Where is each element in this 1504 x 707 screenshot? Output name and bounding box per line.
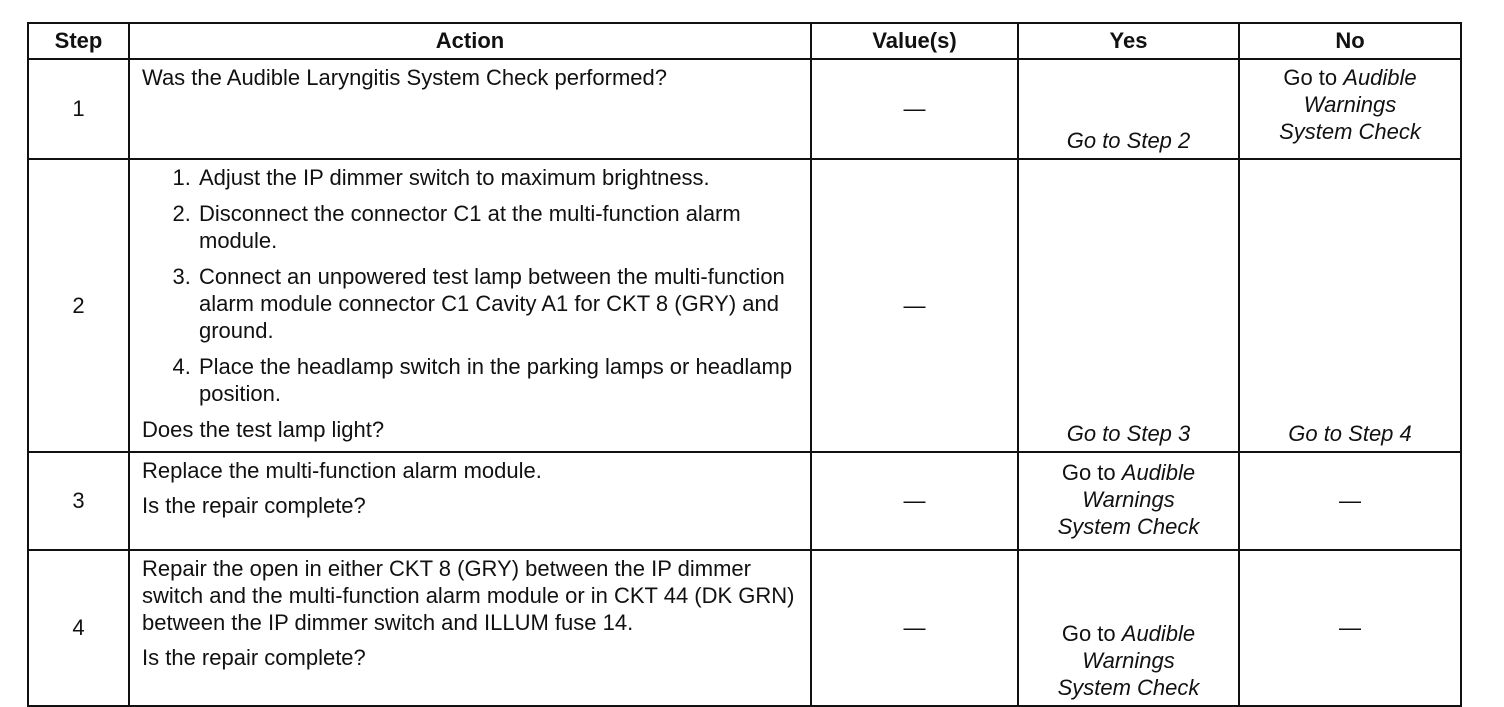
step-number: 3	[28, 452, 129, 550]
header-no: No	[1239, 23, 1461, 59]
table-header	[28, 23, 1461, 59]
substep-item: 4. Place the headlamp switch in the parking lamps or headlamp position.	[197, 353, 800, 407]
yes-cell[interactable]	[1018, 452, 1239, 550]
yes-goto-link-line2[interactable]: Warnings	[1082, 486, 1175, 512]
action-question: Is the repair complete?	[142, 493, 366, 518]
table-row-step-2	[28, 159, 1461, 452]
value-cell: —	[811, 59, 1018, 159]
yes-goto-prefix: Go to	[1061, 459, 1116, 485]
action-cell	[129, 59, 811, 159]
diagnostic-table	[27, 22, 1462, 707]
value-cell: —	[811, 452, 1018, 550]
value-cell: —	[811, 550, 1018, 706]
no-cell[interactable]	[1239, 159, 1461, 452]
no-cell: —	[1239, 550, 1461, 706]
header-action: Action	[129, 23, 811, 59]
action-text: Replace the multi-function alarm module.	[142, 458, 542, 483]
action-question: Does the test lamp light?	[142, 417, 385, 442]
substep-item: 2. Disconnect the connector C1 at the multi-function alarm module.	[197, 200, 800, 254]
header-step: Step	[28, 23, 129, 59]
yes-goto-link[interactable]: Go to Step 2	[1066, 128, 1191, 153]
no-goto-prefix: Go to	[1283, 65, 1338, 90]
step-number: 2	[28, 159, 129, 452]
substep-item: 3. Connect an unpowered test lamp between the multi-function alarm module connector C1 Cavity A1 for CKT 8 (GRY) and ground.	[197, 263, 800, 344]
yes-goto-prefix: Go to	[1061, 621, 1116, 646]
yes-goto-link-line3[interactable]: System Check	[1057, 675, 1200, 700]
no-goto-link-line2[interactable]: Warnings	[1303, 92, 1397, 117]
no-cell: —	[1239, 452, 1461, 550]
yes-cell[interactable]	[1018, 159, 1239, 452]
action-cell	[129, 550, 811, 706]
step-number: 1	[28, 59, 129, 159]
yes-goto-link[interactable]: Go to Step 3	[1066, 421, 1191, 446]
yes-goto-link[interactable]: Audible	[1121, 459, 1196, 485]
table-row-step-3	[28, 452, 1461, 550]
no-cell[interactable]	[1239, 59, 1461, 159]
action-text: Was the Audible Laryngitis System Check performed?	[142, 65, 667, 90]
substep-list	[142, 164, 800, 407]
step-number: 4	[28, 550, 129, 706]
value-cell: —	[811, 159, 1018, 452]
header-yes: Yes	[1018, 23, 1239, 59]
yes-cell[interactable]	[1018, 59, 1239, 159]
yes-goto-link-line2[interactable]: Warnings	[1082, 648, 1175, 673]
header-row	[28, 23, 1461, 59]
table-row-step-4	[28, 550, 1461, 706]
no-goto-link[interactable]: Audible	[1343, 65, 1417, 90]
table-body	[28, 59, 1461, 706]
yes-goto-link[interactable]: Audible	[1121, 621, 1196, 646]
no-goto-link[interactable]: Go to Step 4	[1288, 421, 1412, 446]
yes-goto-link-line3[interactable]: System Check	[1057, 513, 1200, 539]
action-question: Is the repair complete?	[142, 645, 366, 670]
header-values: Value(s)	[811, 23, 1018, 59]
action-text: Repair the open in either CKT 8 (GRY) between the IP dimmer switch and the multi-function alarm module or in CKT 44 (DK GRN) between the IP dimmer switch and ILLUM fuse 14.	[142, 556, 795, 635]
yes-cell[interactable]	[1018, 550, 1239, 706]
action-cell	[129, 159, 811, 452]
no-goto-link-line3[interactable]: System Check	[1279, 119, 1421, 144]
action-cell	[129, 452, 811, 550]
substep-item: 1. Adjust the IP dimmer switch to maximum brightness.	[197, 164, 800, 191]
table-row-step-1	[28, 59, 1461, 159]
